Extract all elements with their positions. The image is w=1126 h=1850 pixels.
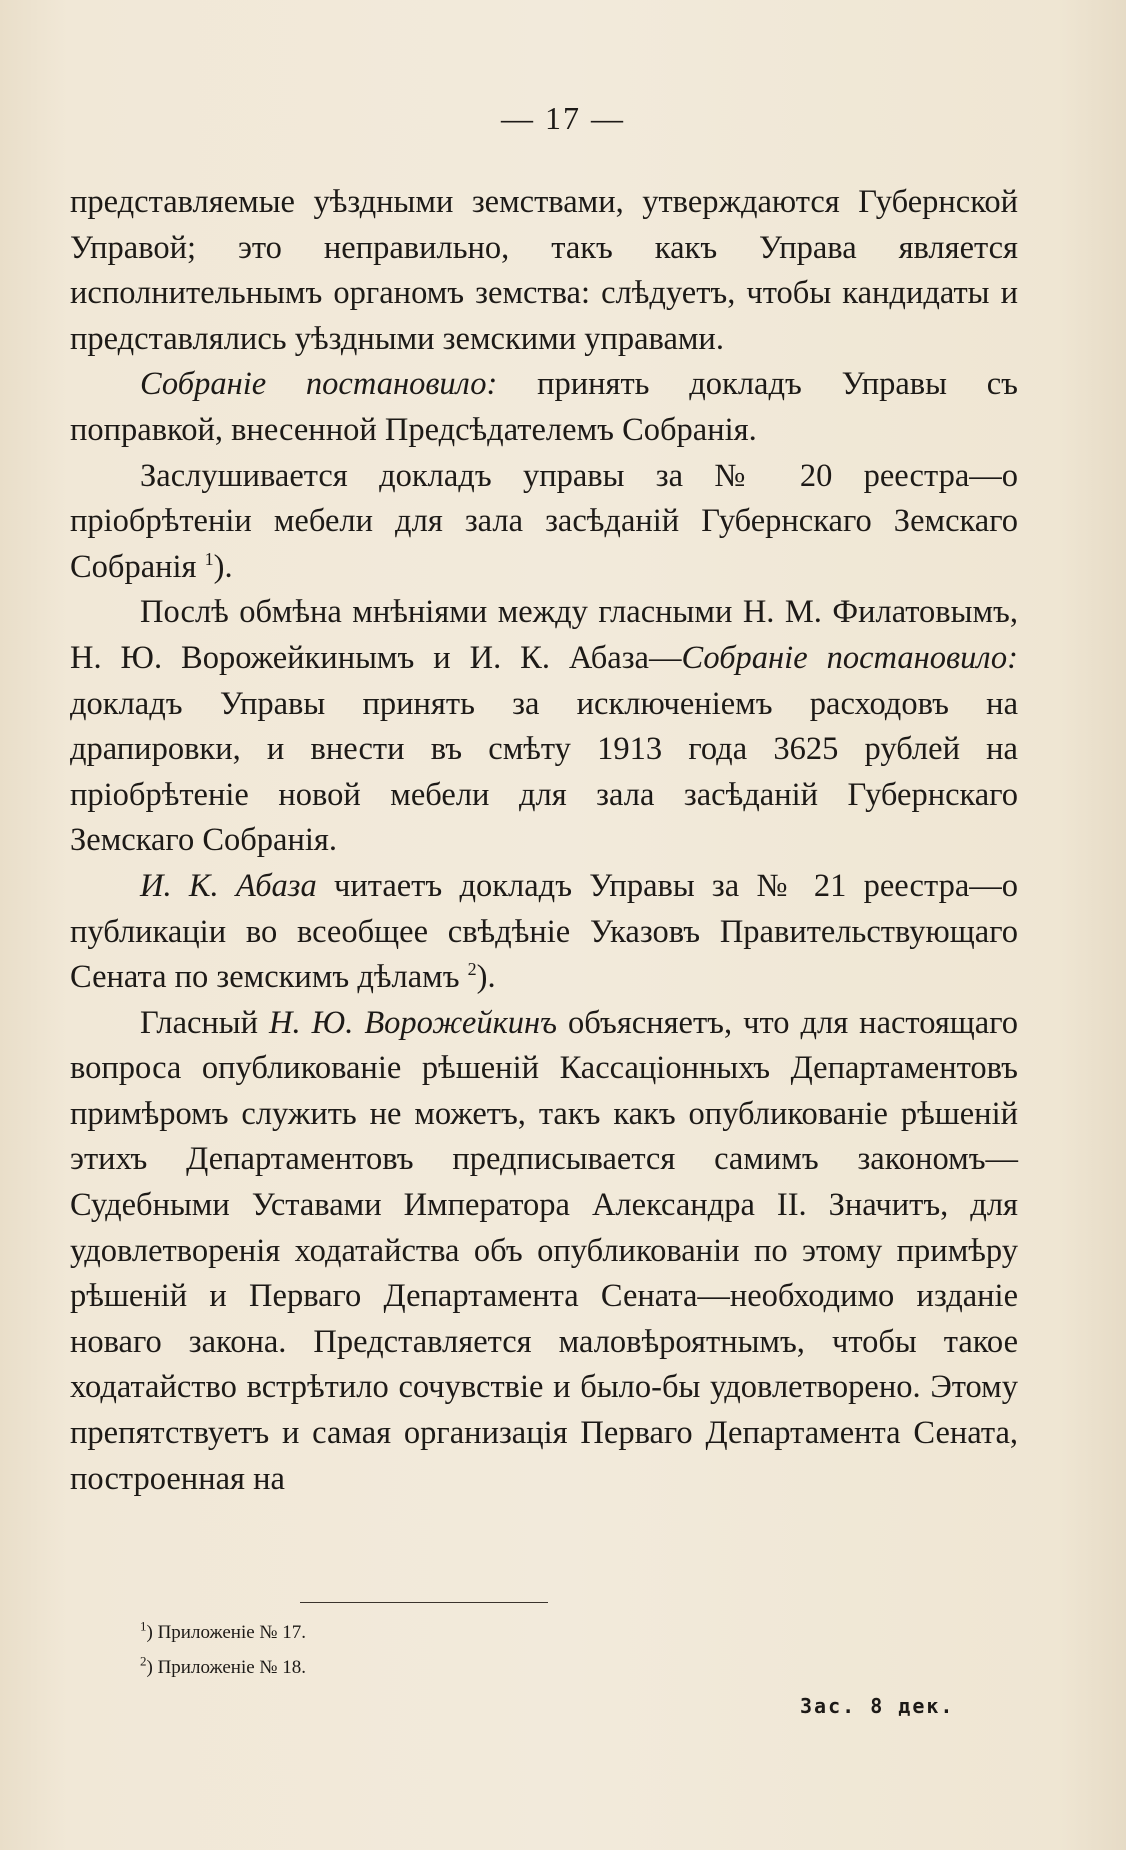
paragraph-4: Послѣ обмѣна мнѣніями между гласными Н. М. Филатовымъ, Н. Ю. Ворожейкинымъ и И. К. Абаза—Собраніе постановило: докладъ Управы принять за исключеніемъ расходовъ на драпировки, и внести въ смѣту 1913 года 3625 рублей на пріобрѣтеніе новой мебели для зала засѣданій Губернскаго Земскаго Собранія. [70, 594, 1018, 859]
paragraph-2: Собраніе постановило: принять докладъ Управы съ поправкой, внесенной Предсѣдателемъ Собранія. [70, 366, 1018, 448]
speaker-name: И. К. Абаза [140, 867, 317, 904]
resolution-phrase: Собраніе постановило: [681, 639, 1018, 676]
resolution-phrase: Собраніе постановило: [140, 366, 498, 403]
signature-mark: Зас. 8 дек. [800, 1694, 955, 1718]
paragraph-1: представляемые уѣздными земствами, утверждаются Губернской Управой; это неправильно, такъ какъ Управа является исполнительнымъ органомъ земства: слѣдуетъ, чтобы кандидаты и представлялись уѣздными земскими управами. [70, 184, 1018, 357]
main-text [70, 180, 1018, 1502]
speaker-name: Н. Ю. Ворожейкинъ [269, 1004, 558, 1041]
footnote-2: $^2$) Приложеніе № 18. [140, 1653, 307, 1678]
page-number: — 17 — [501, 100, 625, 136]
footnote-divider [300, 1602, 548, 1603]
footnote-1: $^1$) Приложеніе № 17. [140, 1618, 307, 1643]
footnotes [140, 1615, 306, 1685]
footnote-ref-2: 2 [467, 959, 477, 980]
paragraph-6: Гласный Н. Ю. Ворожейкинъ объясняетъ, что для настоящаго вопроса опубликованіе рѣшеній Кассаціонныхъ Департаментовъ примѣромъ служить не можетъ, такъ какъ опубликованіе рѣшеній этихъ Департаментовъ предписывается самимъ закономъ—Судебными Уставами Императора Александра II. Значитъ, для удовлетворенія ходатайства объ опубликованіи по этому примѣру рѣшеній и Перваго Департамента Сената—необходимо изданіе новаго закона. Представляется маловѣроятнымъ, чтобы такое ходатайство встрѣтило сочувствіе и было-бы удовлетворено. Этому препятствуетъ и самая организація Перваго Департамента Сената, построенная на [70, 1004, 1019, 1497]
paragraph-5: И. К. Абаза читаетъ докладъ Управы за № 21 реестра—о публикаціи во всеобщее свѣдѣніе Указовъ Правительствующаго Сената по земскимъ дѣламъ $^2$). [70, 867, 1018, 996]
footnote-ref-1: 1 [204, 548, 214, 569]
paragraph-3: Заслушивается докладъ управы за № 20 реестра—о пріобрѣтеніи мебели для зала засѣданій Губернскаго Земскаго Собранія $^1$). [70, 457, 1018, 585]
